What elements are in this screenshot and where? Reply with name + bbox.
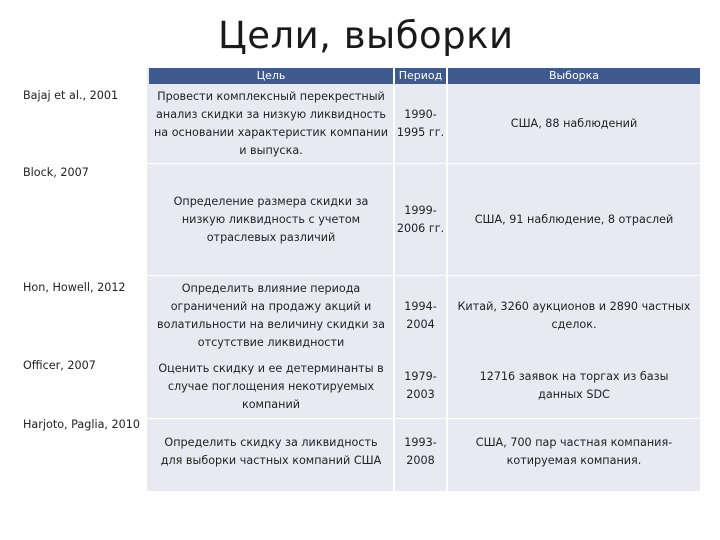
header-goal: Цель [149,68,393,84]
row-divider [19,275,700,276]
goal-cell: Определение размера скидки за низкую ликвидность с учетом отраслевых различий [173,195,369,244]
sample-cell: 12716 заявок на торгах из базы данных SDC [479,370,669,401]
period-cell: 1979-2003 [404,370,437,401]
sample-cell: США, 91 наблюдение, 8 отраслей [474,213,674,226]
author-label: Hon, Howell, 2012 [23,281,126,294]
period-cell: 1993-2008 [404,436,437,467]
period-cell: 1994-2004 [404,300,437,331]
row-divider [19,163,700,164]
goal-cell: Определить влияние периода ограничений на продажу акций и волатильности на величину скидки за отсутствие ликвидности [157,282,385,349]
sample-cell: США, 700 пар частная компания-котируемая компания. [475,436,673,467]
goal-cell: Определить скидку за ликвидность для выборки частных компаний США [160,436,382,467]
author-label: Harjoto, Paglia, 2010 [23,418,141,431]
author-label: Block, 2007 [23,166,89,179]
goal-cell: Провести комплексный перекрестный анализ скидки за низкую ликвидность на основании характеристик компании и выпуска. [153,90,389,157]
sample-cell: Китай, 3260 аукционов и 2890 частных сделок. [457,300,691,331]
author-label: Bajaj et al., 2001 [23,89,119,102]
goals-samples-table [19,68,700,491]
period-cell: 1990-1995 гг. [396,108,445,139]
period-cell: 1999-2006 гг. [396,204,445,235]
header-period: Период [395,68,446,84]
header-sample: Выборка [448,68,700,84]
sample-cell: США, 88 наблюдений [510,117,638,130]
goal-cell: Оценить скидку и ее детерминанты в случае поглощения некотируемых компаний [158,362,384,411]
slide-title: Цели, выборки [218,14,514,57]
author-label: Officer, 2007 [23,359,96,372]
